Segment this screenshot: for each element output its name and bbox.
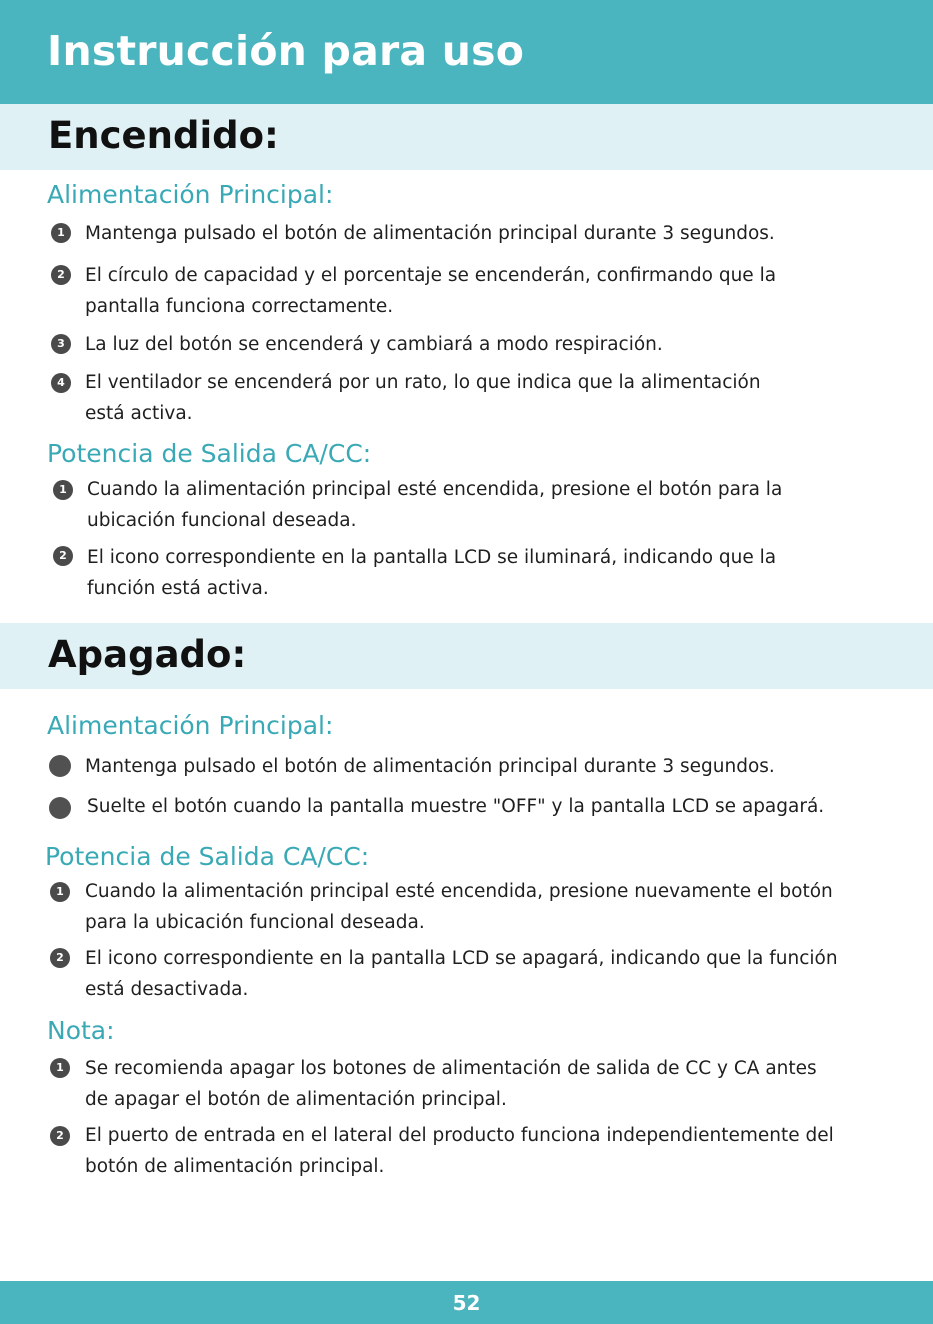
section-band-on	[0, 104, 933, 170]
item-text: Suelte el botón cuando la pantalla muestre "OFF" y la pantalla LCD se apagará.	[87, 796, 825, 817]
bullet-dot	[49, 755, 71, 777]
subheading-note: Nota:	[47, 1016, 115, 1045]
number-badge: 1	[53, 480, 73, 500]
number-badge: 4	[51, 373, 71, 393]
subheading-off-output: Potencia de Salida CA/CC:	[45, 842, 370, 871]
subheading-on-output: Potencia de Salida CA/CC:	[47, 439, 372, 468]
page-number: 52	[452, 1291, 481, 1315]
page-header	[0, 0, 933, 104]
subheading-off-main-power: Alimentación Principal:	[47, 711, 334, 740]
number-badge: 1	[51, 223, 71, 243]
section-title-on: Encendido:	[48, 114, 279, 157]
number-badge: 2	[51, 265, 71, 285]
item-text: El círculo de capacidad y el porcentaje se encenderán, confirmando que la pantalla funciona correctamente.	[85, 265, 777, 317]
item-text: Mantenga pulsado el botón de alimentación principal durante 3 segundos.	[85, 756, 775, 777]
item-text: El icono correspondiente en la pantalla LCD se apagará, indicando que la función está desactivada.	[85, 948, 838, 1000]
item-text: Cuando la alimentación principal esté encendida, presione nuevamente el botón para la ubicación funcional deseada.	[85, 881, 833, 933]
number-badge: 1	[50, 882, 70, 902]
item-text: Cuando la alimentación principal esté encendida, presione el botón para la ubicación funcional deseada.	[87, 479, 783, 531]
item-text: Se recomienda apagar los botones de alimentación de salida de CC y CA antes de apagar el botón de alimentación principal.	[85, 1058, 817, 1110]
item-text: El ventilador se encenderá por un rato, lo que indica que la alimentación está activa.	[85, 372, 761, 424]
section-band-off	[0, 623, 933, 689]
bullet-dot	[49, 797, 71, 819]
page-footer	[0, 1281, 933, 1324]
item-text: Mantenga pulsado el botón de alimentación principal durante 3 segundos.	[85, 223, 775, 244]
section-title-off: Apagado:	[48, 633, 247, 676]
page-title: Instrucción para uso	[47, 27, 525, 75]
number-badge: 1	[50, 1058, 70, 1078]
item-text: El puerto de entrada en el lateral del producto funciona independientemente del botón de alimentación principal.	[85, 1125, 834, 1177]
number-badge: 2	[50, 1126, 70, 1146]
number-badge: 2	[53, 546, 73, 566]
number-badge: 2	[50, 948, 70, 968]
subheading-on-main-power: Alimentación Principal:	[47, 180, 334, 209]
item-text: La luz del botón se encenderá y cambiará a modo respiración.	[85, 334, 663, 355]
number-badge: 3	[51, 334, 71, 354]
item-text: El icono correspondiente en la pantalla LCD se iluminará, indicando que la función está activa.	[87, 547, 777, 599]
